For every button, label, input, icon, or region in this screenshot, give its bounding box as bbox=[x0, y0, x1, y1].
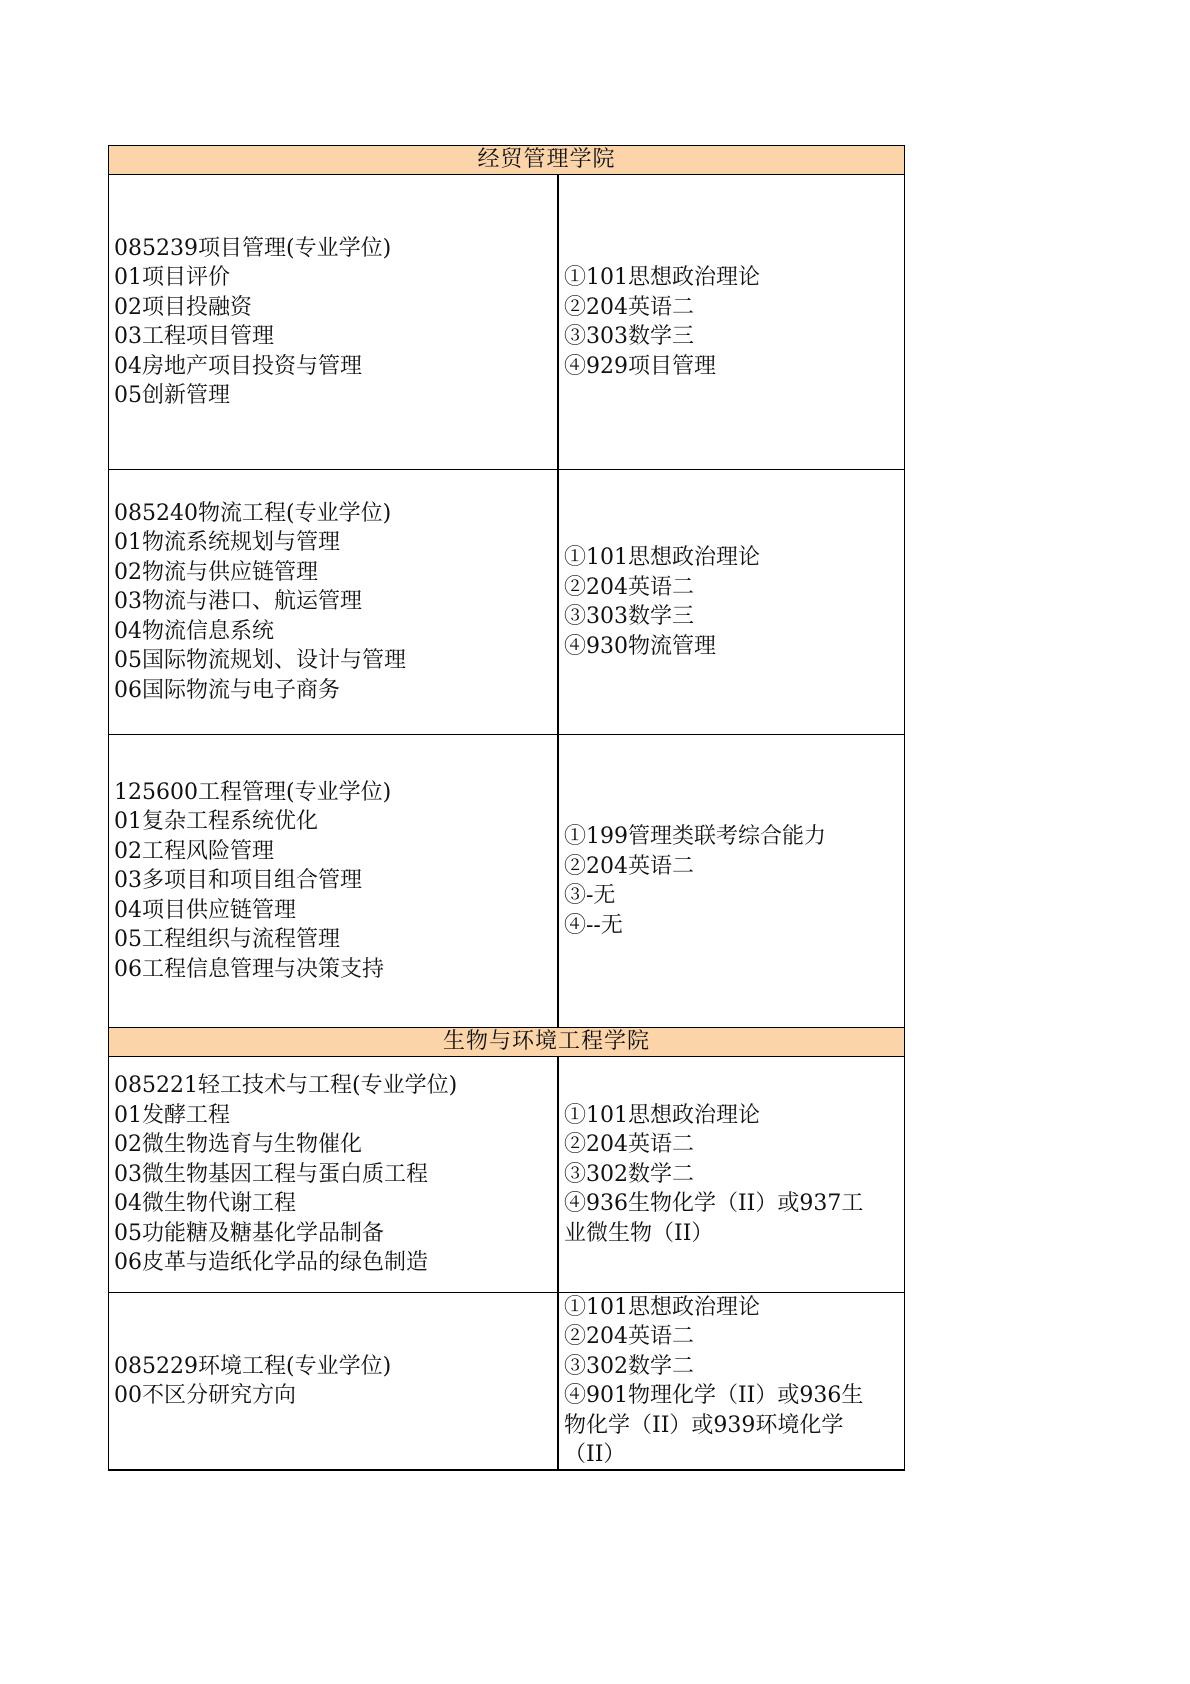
exam-subject: ③303数学三 bbox=[564, 324, 694, 349]
exam-subject: ③303数学三 bbox=[564, 604, 694, 629]
research-direction: 02微生物选育与生物催化 bbox=[114, 1132, 362, 1158]
research-direction: 02工程风险管理 bbox=[114, 838, 274, 864]
exam-subject: ③302数学二 bbox=[564, 1161, 694, 1187]
research-direction: 04微生物代谢工程 bbox=[114, 1191, 296, 1217]
research-direction: 02项目投融资 bbox=[114, 294, 252, 320]
program-row bbox=[109, 735, 904, 1028]
exam-subject-continued: 物化学（II）或939环境化学 bbox=[564, 1412, 844, 1438]
exam-subject: ②204英语二 bbox=[564, 294, 694, 320]
research-direction: 05工程组织与流程管理 bbox=[114, 927, 340, 953]
exam-subject: ④901物理化学（II）或936生 bbox=[564, 1383, 864, 1408]
college-header bbox=[109, 146, 904, 175]
program-title: 125600工程管理(专业学位) bbox=[114, 779, 392, 805]
exam-subject: ②204英语二 bbox=[564, 853, 694, 879]
program-title: 085229环境工程(专业学位) bbox=[114, 1353, 392, 1379]
program-cell bbox=[109, 1057, 559, 1292]
exam-subject: ④929项目管理 bbox=[564, 353, 716, 379]
program-row bbox=[109, 175, 904, 470]
exam-subject: ①101思想政治理论 bbox=[564, 1294, 760, 1320]
program-cell bbox=[109, 735, 559, 1027]
exam-cell bbox=[559, 735, 904, 1027]
exam-subject: ④936生物化学（II）或937工 bbox=[564, 1191, 864, 1217]
program-cell bbox=[109, 470, 559, 734]
research-direction: 00不区分研究方向 bbox=[114, 1383, 296, 1408]
research-direction: 06工程信息管理与决策支持 bbox=[114, 956, 384, 982]
research-direction: 04项目供应链管理 bbox=[114, 897, 296, 923]
program-title: 085240物流工程(专业学位) bbox=[114, 500, 392, 526]
program-row bbox=[109, 1057, 904, 1293]
program-cell bbox=[109, 175, 559, 469]
admission-table bbox=[108, 145, 905, 1471]
exam-subject: ②204英语二 bbox=[564, 574, 694, 600]
research-direction: 01项目评价 bbox=[114, 265, 230, 290]
exam-subject: ①101思想政治理论 bbox=[564, 265, 760, 290]
exam-cell bbox=[559, 1057, 904, 1292]
research-direction: 01复杂工程系统优化 bbox=[114, 809, 318, 835]
college-name: 生物与环境工程学院 bbox=[442, 1029, 650, 1054]
research-direction: 04物流信息系统 bbox=[114, 618, 274, 644]
research-direction: 03工程项目管理 bbox=[114, 324, 274, 349]
research-direction: 03物流与港口、航运管理 bbox=[114, 589, 362, 615]
program-row bbox=[109, 470, 904, 735]
research-direction: 05国际物流规划、设计与管理 bbox=[114, 648, 406, 674]
research-direction: 01物流系统规划与管理 bbox=[114, 530, 340, 556]
exam-cell bbox=[559, 1293, 904, 1469]
program-cell bbox=[109, 1293, 559, 1469]
exam-subject: ③-无 bbox=[564, 883, 616, 908]
research-direction: 03微生物基因工程与蛋白质工程 bbox=[114, 1161, 428, 1187]
exam-subject-continued: （II） bbox=[564, 1442, 626, 1467]
research-direction: 03多项目和项目组合管理 bbox=[114, 868, 362, 894]
college-header bbox=[109, 1028, 904, 1057]
exam-subject: ①101思想政治理论 bbox=[564, 545, 760, 570]
exam-subject: ④930物流管理 bbox=[564, 633, 716, 659]
exam-subject-continued: 业微生物（II） bbox=[564, 1220, 714, 1246]
research-direction: 06皮革与造纸化学品的绿色制造 bbox=[114, 1250, 428, 1276]
research-direction: 05创新管理 bbox=[114, 383, 230, 408]
program-row bbox=[109, 1293, 904, 1471]
exam-subject: ④--无 bbox=[564, 912, 623, 938]
research-direction: 01发酵工程 bbox=[114, 1102, 230, 1128]
exam-subject: ②204英语二 bbox=[564, 1324, 694, 1349]
exam-subject: ①199管理类联考综合能力 bbox=[564, 824, 826, 849]
program-title: 085221轻工技术与工程(专业学位) bbox=[114, 1073, 458, 1099]
research-direction: 06国际物流与电子商务 bbox=[114, 677, 340, 703]
exam-cell bbox=[559, 470, 904, 734]
program-title: 085239项目管理(专业学位) bbox=[114, 235, 392, 261]
exam-subject: ①101思想政治理论 bbox=[564, 1102, 760, 1128]
college-name: 经贸管理学院 bbox=[477, 147, 616, 172]
research-direction: 04房地产项目投资与管理 bbox=[114, 353, 362, 379]
research-direction: 02物流与供应链管理 bbox=[114, 559, 318, 585]
research-direction: 05功能糖及糖基化学品制备 bbox=[114, 1220, 384, 1246]
exam-subject: ③302数学二 bbox=[564, 1353, 694, 1379]
exam-cell bbox=[559, 175, 904, 469]
exam-subject: ②204英语二 bbox=[564, 1132, 694, 1158]
